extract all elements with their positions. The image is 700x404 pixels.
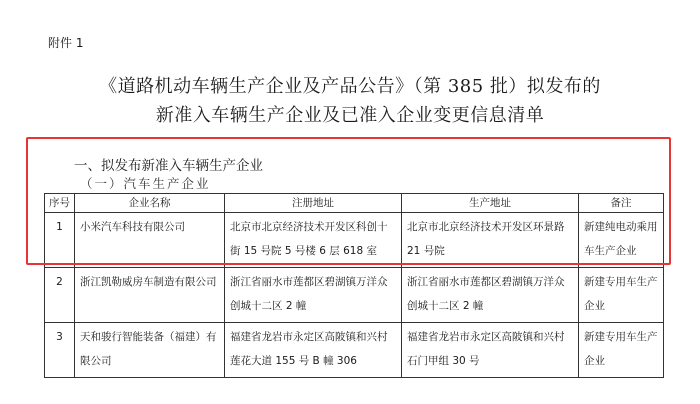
table-row [45, 213, 664, 268]
header-company: 企业名称 [75, 194, 225, 213]
attachment-label: 附件 1 [48, 36, 84, 50]
enterprise-table [44, 193, 664, 378]
header-production-address: 生产地址 [402, 194, 579, 213]
cell-index: 2 [45, 268, 75, 323]
cell-production-address: 浙江省丽水市莲都区碧湖镇万洋众创城十二区 2 幢 [402, 268, 579, 323]
cell-registered-address: 浙江省丽水市莲都区碧湖镇万洋众创城十二区 2 幢 [225, 268, 402, 323]
cell-company: 小米汽车科技有限公司 [75, 213, 225, 268]
cell-remark: 新建专用车生产企业 [579, 268, 664, 323]
header-remark: 备注 [579, 194, 664, 213]
header-registered-address: 注册地址 [225, 194, 402, 213]
table-header-row [45, 194, 664, 213]
cell-remark: 新建专用车生产企业 [579, 323, 664, 378]
cell-company: 天和骏行智能装备（福建）有限公司 [75, 323, 225, 378]
cell-index: 1 [45, 213, 75, 268]
cell-production-address: 福建省龙岩市永定区高陂镇和兴村石门甲组 30 号 [402, 323, 579, 378]
subsection-heading: （一）汽车生产企业 [80, 176, 211, 191]
cell-production-address: 北京市北京经济技术开发区环景路 21 号院 [402, 213, 579, 268]
cell-registered-address: 福建省龙岩市永定区高陂镇和兴村莲花大道 155 号 B 幢 306 [225, 323, 402, 378]
header-index: 序号 [45, 194, 75, 213]
cell-registered-address: 北京市北京经济技术开发区科创十街 15 号院 5 号楼 6 层 618 室 [225, 213, 402, 268]
cell-index: 3 [45, 323, 75, 378]
cell-company: 浙江凯勒威房车制造有限公司 [75, 268, 225, 323]
table-row [45, 268, 664, 323]
doc-title-line1: 《道路机动车辆生产企业及产品公告》（第 385 批）拟发布的 [99, 76, 601, 97]
table-row [45, 323, 664, 378]
section-heading: 一、拟发布新准入车辆生产企业 [74, 158, 263, 174]
cell-remark: 新建纯电动乘用车生产企业 [579, 213, 664, 268]
doc-title-line2: 新准入车辆生产企业及已准入企业变更信息清单 [155, 105, 545, 126]
